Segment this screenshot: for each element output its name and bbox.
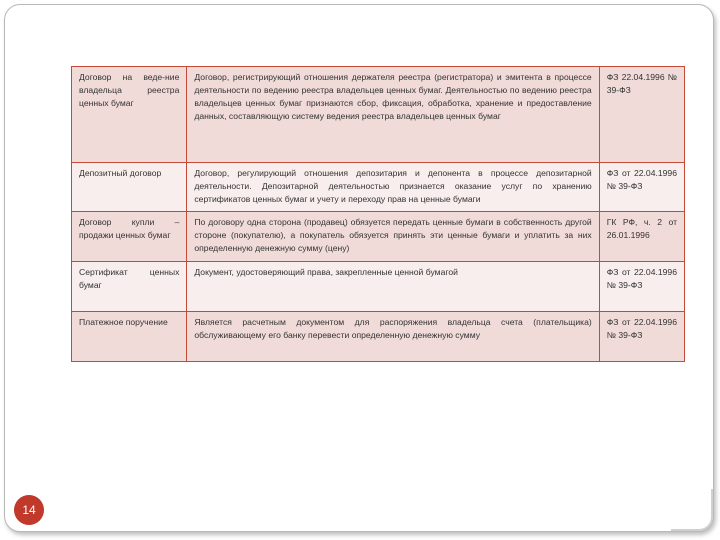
definition-cell: По договору одна сторона (продавец) обязуется передать ценные бумаги в собственность другой стороне (покупателю), а покупатель обязуется принять эти ценные бумаги и уплатить за них определенную денежную сумму (цену)	[187, 212, 599, 262]
term-cell: Договор купли – продажи ценных бумаг	[72, 212, 187, 262]
source-cell: ФЗ 22.04.1996 № 39-ФЗ	[599, 67, 684, 163]
table-row	[72, 67, 685, 163]
table-row	[72, 163, 685, 212]
definition-cell: Документ, удостоверяющий права, закрепленные ценной бумагой	[187, 262, 599, 312]
source-cell: ФЗ от 22.04.1996 № 39-ФЗ	[599, 262, 684, 312]
table-row	[72, 262, 685, 312]
definition-cell: Договор, регулирующий отношения депозитария и депонента в процессе депозитарной деятельности. Депозитарной деятельностью признается оказание услуг по хранению сертификатов ценных бумаг и учету и переходу прав на ценные бумаги	[187, 163, 599, 212]
decorative-corner	[671, 489, 713, 531]
source-cell: ФЗ от 22.04.1996 № 39-ФЗ	[599, 312, 684, 362]
definition-cell: Договор, регистрирующий отношения держателя реестра (регистратора) и эмитента в процессе деятельности по ведению реестра владельцев ценных бумаг. Деятельностью по ведению реестра владельцев ценных бумаг признаются сбор, фиксация, обработка, хранение и предоставление данных, составляющую систему ведения реестра владельцев ценных бумаг	[187, 67, 599, 163]
terms-table	[71, 66, 685, 362]
source-cell: ФЗ от 22.04.1996 № 39-ФЗ	[599, 163, 684, 212]
definition-cell: Является расчетным документом для распоряжения владельца счета (плательщика) обслуживающему его банку перевести определенную денежную сумму	[187, 312, 599, 362]
term-cell: Платежное поручение	[72, 312, 187, 362]
table-row	[72, 212, 685, 262]
term-cell: Сертификат ценных бумаг	[72, 262, 187, 312]
table-row	[72, 312, 685, 362]
term-cell: Договор на веде-ние владельца реестра ценных бумаг	[72, 67, 187, 163]
page-number-badge: 14	[14, 495, 44, 525]
source-cell: ГК РФ, ч. 2 от 26.01.1996	[599, 212, 684, 262]
term-cell: Депозитный договор	[72, 163, 187, 212]
